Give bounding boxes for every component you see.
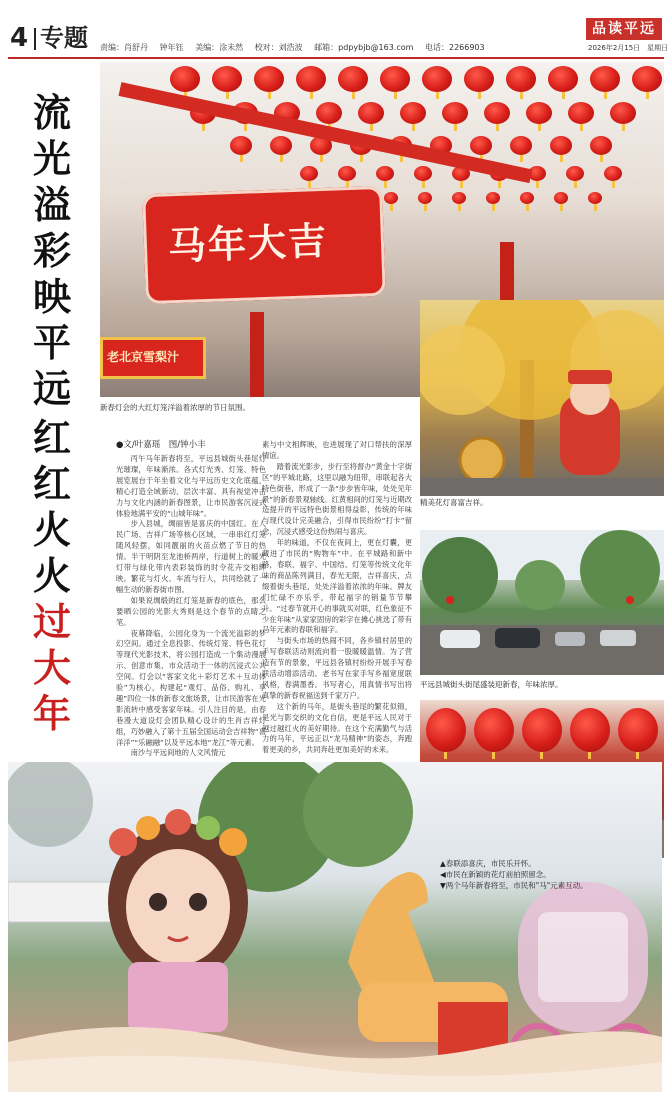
article-paragraph: 踏着流光影步，步行至将督办“黄金十字街区”的平城北路，这里以融为纽带，串联起各大特色街巷，形成了一条“步步皆年味，处处见年景”的新春景观轴线。红黄相间的灯笼与近期改造提升的平远特色街景相得益彰，传统的年味与现代设计完美融合，引得市民纷纷“打卡”留念，沉浸式感受这份热闹与喜庆。 [262,461,412,537]
lantern-decoration [548,66,578,92]
headline-char: 溢 [32,182,71,227]
lantern-decoration [632,66,662,92]
lantern-decoration [470,136,492,155]
photo-festival-lantern-figures [8,762,662,1092]
article [100,438,416,758]
headline-char: 光 [32,136,71,181]
lantern-decoration [338,166,356,181]
page-number-divider [34,28,36,50]
lantern-decoration [526,102,552,124]
lantern-decoration [566,166,584,181]
lantern-decoration [422,66,452,92]
lantern-decoration [270,136,292,155]
lantern-decoration [464,66,494,92]
article-paragraph: 年的味道，不仅在夜间上，更在灯囊，更藏进了市民的“购物车”中。在平城路和新中路，春联、福字、中国结、灯笼等传统文化年味的商品陈列满目，春光无限，吉祥喜庆，点缀着街头巷尾，处处洋溢着浓浓的年味。牌友们忙碌不亦乐乎，带起福字的销量节节攀升。“过春节就开心的事就买对联，红色象征不少在年味”从家家固房的彩字在摊心挑选了带有马年元素的春联和福字。 [262,538,412,635]
page-number: 4 [10,23,29,53]
golden-tree-illustration [420,300,664,496]
lantern-decoration [590,66,620,92]
horse-year-sign-text: 马年大吉 [167,217,329,269]
headline-char-red: 大 [32,645,71,690]
article-paragraph: 南沙与平远间地的人文风情元 [130,748,226,758]
lantern-decoration [338,66,368,92]
lantern-decoration [254,66,284,92]
horse-year-sign [142,186,386,304]
street-illustration [420,530,664,675]
article-paragraph: 丙午马年新春将至，平远县城街头巷尾灯光璀璨，年味渐浓。各式灯光秀、灯笼、特色展览展台于年坐着文化与平远历史文化底蕴，精心打造全域新动、层次丰富、具有视觉冲击力与文化内涵的新春图景，让市民游客沉浸式体验地满平安的“山城年味”。 [116,454,266,518]
credit-phone: 电话：2266903 [424,43,485,52]
lantern-decoration [414,166,432,181]
section-title: 专题 [40,24,88,52]
lantern-decoration [588,192,602,204]
photo-street-scene [420,530,664,675]
lantern-decoration [442,102,468,124]
headline-char: 彩 [32,228,71,273]
festival-figures-illustration [8,762,662,1092]
masthead-logo: 品读平远 [586,18,662,40]
headline-line-2 [28,415,76,737]
shop-sign-text: 老北京雪梨汁 [107,350,180,364]
lantern-decoration [418,192,432,204]
lantern-decoration [506,66,536,92]
archway-post [250,312,264,397]
lantern-decoration [380,66,410,92]
lantern-decoration [568,102,594,124]
headline-char-red: 过 [32,599,71,644]
editor-credits [100,42,494,53]
headline-char: 火 [32,553,71,598]
lantern-decoration [170,66,200,92]
article-paragraph: 与街头市场的热闹不同，各乡镇村居里的手写春联活动则流向着一股暖暖温情。为了营造有节的景象，平远县各镇村纷纷开展手写春联活动增添活动。老书写在家手写乡福宽度联风格，春满墨香。书写者心，用真情书写出将真挚的新春祝福送到千家万户。 [262,636,412,700]
headline-char: 流 [32,90,71,135]
issue-date: 2026年2月15日 星期日 [588,44,669,52]
caption-photo-spot: ◀市民在新颖的花灯前拍照留念。 [440,870,551,879]
headline-line-1 [28,90,76,412]
headline-char: 火 [32,507,71,552]
archway-beam [119,82,533,183]
lantern-decoration [486,192,500,204]
lantern-decoration [212,66,242,92]
caption-horse-interaction: ▼两个马年新春将至，市民和"马"元素互动。 [440,881,588,890]
photo-golden-tree-lantern [420,300,664,496]
headline-char: 映 [32,274,71,319]
headline-char: 红 [32,461,71,506]
lantern-decoration [358,102,384,124]
lantern-decoration [510,136,532,155]
article-paragraph: 如果说绸缎的红灯笼是新春的底色，那么要晒公园的光影大秀则是这个春节的点睛之笔。 [116,595,266,627]
headline-char-red: 年 [32,691,71,736]
lantern-decoration [610,102,636,124]
caption-couplets: ▲春联添喜庆，市民乐开怀。 [440,859,536,868]
article-paragraph: 步入县城，绸丽皆是喜庆的中国红。在人民广场、吉祥广场等核心区域，一串串红灯笼随风轻摆，如同靓丽的火苗点燃了节日的热情。半干明阴至龙池桥两岸，行道树上的暖光灯带与绿化带内表彩装饰的时令花卉交相辉映。繁花与灯火、车流与行人，共同绘就了一幅生动的新春街市图。 [116,519,266,594]
article-paragraph: 素与中文相辉映，也进展现了对口帮扶的深厚情谊。 [262,440,412,460]
lantern-decoration [400,102,426,124]
header-rule [8,57,664,59]
lantern-decoration [604,166,622,181]
lantern-decoration [316,102,342,124]
credit-editor-2: 钟年钰 [159,43,184,52]
lantern-decoration [520,192,534,204]
article-byline: ●文/叶嘉瑶 图/钟小丰 [116,440,206,450]
article-column-a [116,454,266,759]
lantern-decoration [376,166,394,181]
lantern-decoration [300,166,318,181]
credit-editor: 责编：肖舒丹 [100,43,148,52]
article-column-b [262,440,412,756]
lantern-decoration [296,66,326,92]
lantern-decoration [384,192,398,204]
main-photo-caption: 新春灯会的大红灯笼洋溢着浓厚的节日氛围。 [100,403,250,412]
headline-char: 平 [32,320,71,365]
lantern-decoration [590,136,612,155]
shop-sign [100,337,206,379]
credit-designer: 美编：涂未然 [195,43,244,52]
article-paragraph: 这个新的马年，是街头巷尾的繁花似锦，是光与影交织的文化自信，更是平远人民对于越过越红火的美好期待。在这个充满勤气与活力的马年，平远正以“龙马精神”的姿态，奔跑着更美的乡，共同奔赴更加美好的未来。 [262,701,412,755]
lantern-decoration [554,192,568,204]
lantern-decoration [550,136,572,155]
lantern-decoration [452,192,466,204]
credit-proofreader: 校对：刘浩波 [254,43,303,52]
credit-email: 邮箱：pdpybjb@163.com [314,43,414,52]
lantern-decoration [230,136,252,155]
tree-photo-caption: 精美花灯喜富吉祥。 [420,498,488,507]
bottom-captions [440,858,660,891]
street-photo-caption: 平远县城街头街尾盛装迎新春，年味浓厚。 [420,680,563,689]
article-paragraph: 夜幕降临，公园化身为一个流光溢彩的梦幻空间。通过全息投影、传统灯笼、特色花灯等现代光影技术，将公园打造成一个集动漫展示、创意市集、市众活动于一体的沉浸式公共空间。灯会以“客家文化＋彩灯艺术＋互动体验”为核心，构建起“观灯、品俗、购礼、享趣”四位一体的新春文旅场景，让市民游客在光影流转中感受客家年味。引人注目的是，由春巷漫大道设灯会团队精心设计的生肖吉祥灯组，巧妙融入了第十五届全国运动会吉祥物“喜洋洋”“乐融融”以及平远本地“龙江”等元素。 [116,628,266,747]
headline-char: 红 [32,415,71,460]
headline-char: 远 [32,366,71,411]
lantern-decoration [484,102,510,124]
